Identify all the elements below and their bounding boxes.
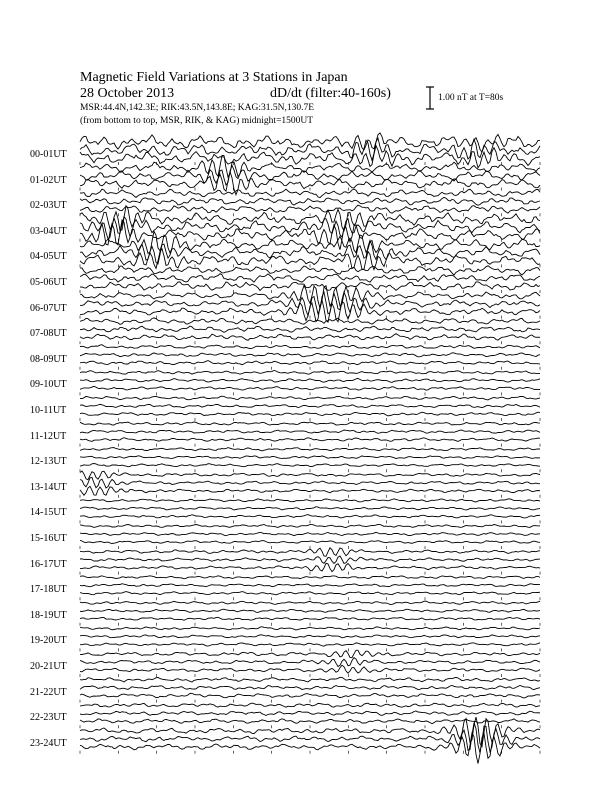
trace-msr-hour-9 [80, 386, 540, 390]
hour-label-01-02ut: 01-02UT [30, 174, 67, 186]
scale-bar [426, 87, 434, 109]
hour-label-07-08ut: 07-08UT [30, 328, 67, 340]
trace-rik-hour-13 [80, 477, 540, 488]
trace-kag-hour-18 [80, 601, 540, 604]
trace-msr-hour-11 [80, 438, 540, 442]
trace-kag-hour-1 [80, 155, 540, 177]
trace-kag-hour-11 [80, 422, 540, 425]
trace-rik-hour-11 [80, 430, 540, 433]
hour-label-03-04ut: 03-04UT [30, 225, 67, 237]
hour-label-23-24ut: 23-24UT [30, 737, 67, 749]
hour-label-04-05ut: 04-05UT [30, 251, 67, 263]
trace-rik-hour-17 [80, 584, 540, 587]
trace-msr-hour-16 [80, 563, 540, 571]
trace-rik-hour-20 [80, 658, 540, 667]
trace-kag-hour-7 [80, 318, 540, 325]
hour-label-05-06ut: 05-06UT [30, 277, 67, 288]
trace-msr-hour-15 [80, 540, 540, 543]
hour-label-14-15ut: 14-15UT [30, 507, 67, 519]
trace-kag-hour-12 [80, 448, 540, 451]
hour-label-06-07ut: 06-07UT [30, 302, 67, 314]
trace-msr-hour-8 [80, 361, 540, 365]
trace-msr-hour-7 [80, 334, 540, 341]
trace-msr-hour-10 [80, 412, 540, 416]
trace-rik-hour-8 [80, 353, 540, 357]
hour-label-09-10ut: 09-10UT [30, 379, 67, 391]
trace-msr-hour-5 [80, 282, 540, 291]
trace-kag-hour-22 [80, 703, 540, 707]
trace-msr-hour-13 [80, 486, 540, 495]
trace-rik-hour-5 [80, 274, 540, 283]
trace-rik-hour-22 [80, 711, 540, 716]
trace-msr-hour-14 [80, 515, 540, 518]
trace-kag-hour-13 [80, 471, 540, 480]
trace-msr-hour-20 [80, 665, 540, 673]
trace-rik-hour-21 [80, 686, 540, 690]
trace-kag-hour-17 [80, 576, 540, 579]
trace-msr-hour-23 [80, 733, 540, 764]
hour-label-20-21ut: 20-21UT [30, 661, 67, 672]
chart-date [80, 86, 391, 102]
trace-msr-hour-19 [80, 643, 540, 646]
chart-title: Magnetic Field Variations at 3 Stations in Japan [80, 70, 348, 85]
trace-rik-hour-9 [80, 378, 540, 382]
hour-label-15-16ut: 15-16UT [30, 533, 67, 544]
hour-label-18-19ut: 18-19UT [30, 609, 67, 621]
trace-msr-hour-18 [80, 617, 540, 620]
trace-kag-hour-19 [80, 627, 540, 630]
trace-group [80, 133, 540, 764]
hour-label-10-11ut: 10-11UT [30, 405, 67, 416]
trace-kag-hour-20 [80, 650, 540, 657]
trace-msr-hour-2 [80, 205, 540, 213]
trace-rik-hour-12 [80, 456, 540, 459]
trace-kag-hour-16 [80, 548, 540, 557]
hour-label-19-20ut: 19-20UT [30, 635, 67, 647]
filter-text: dD/dt (filter:40-160s) [270, 86, 391, 101]
trace-kag-hour-10 [80, 396, 540, 400]
hour-label-16-17ut: 16-17UT [30, 558, 67, 570]
station-order-note: (from bottom to top, MSR, RIK, & KAG) midnight=1500UT [80, 116, 314, 126]
trace-kag-hour-9 [80, 371, 540, 375]
hour-label-17-18ut: 17-18UT [30, 584, 67, 596]
hour-label-11-12ut: 11-12UT [30, 430, 67, 442]
trace-rik-hour-10 [80, 404, 540, 407]
trace-kag-hour-8 [80, 345, 540, 349]
trace-kag-hour-15 [80, 524, 540, 527]
station-coordinates: MSR:44.4N,142.3E; RIK:43.5N,143.8E; KAG:31.5N,130.7E [80, 103, 315, 113]
date-text: 28 October 2013 [80, 86, 175, 101]
hour-label-12-13ut: 12-13UT [30, 456, 67, 468]
trace-rik-hour-4 [80, 240, 540, 264]
hour-label-00-01ut: 00-01UT [30, 149, 67, 160]
trace-rik-hour-19 [80, 635, 540, 638]
trace-kag-hour-21 [80, 677, 540, 682]
hour-label-22-23ut: 22-23UT [30, 712, 67, 724]
scale-bar-label: 1.00 nT at T=80s [438, 93, 504, 103]
hour-label-13-14ut: 13-14UT [30, 481, 67, 493]
hour-label-21-22ut: 21-22UT [30, 686, 67, 698]
trace-rik-hour-18 [80, 609, 540, 612]
trace-msr-hour-22 [80, 719, 540, 724]
trace-rik-hour-2 [80, 197, 540, 205]
trace-msr-hour-17 [80, 592, 540, 595]
hour-label-08-09ut: 08-09UT [30, 353, 67, 365]
trace-kag-hour-14 [80, 499, 540, 502]
trace-msr-hour-12 [80, 464, 540, 467]
trace-rik-hour-15 [80, 532, 540, 535]
trace-rik-hour-7 [80, 326, 540, 332]
trace-rik-hour-16 [80, 556, 540, 564]
trace-msr-hour-21 [80, 693, 540, 698]
hour-label-02-03ut: 02-03UT [30, 200, 67, 212]
trace-rik-hour-14 [80, 507, 540, 510]
